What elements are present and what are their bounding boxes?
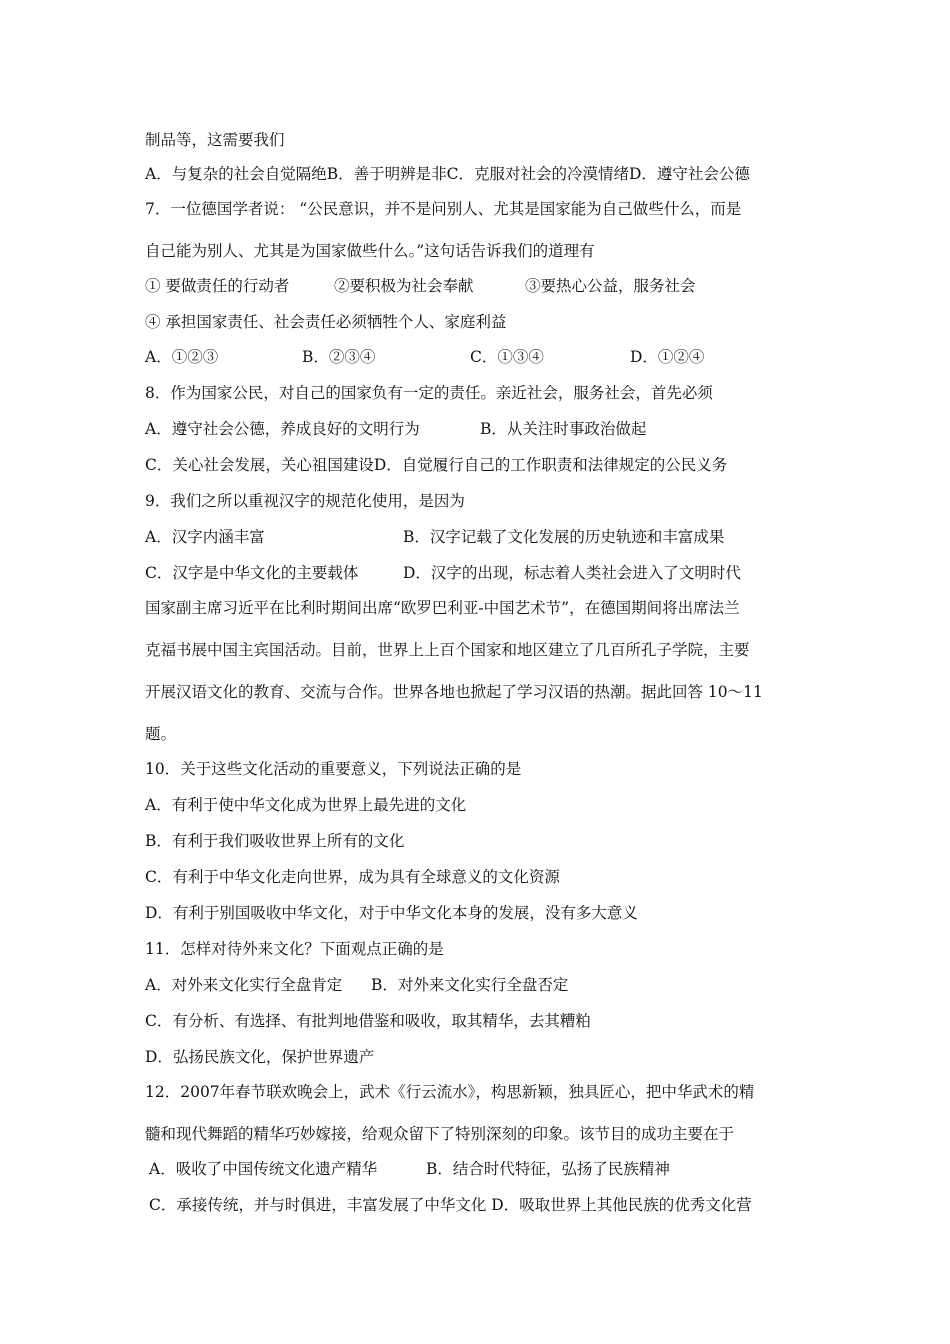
text-segment: D．汉字的出现，标志着人类社会进入了文明时代 <box>403 564 741 582</box>
text-segment: A．遵守社会公德，养成良好的文明行为 <box>145 420 420 438</box>
text-segment: A．有利于使中华文化成为世界上最先进的文化 <box>145 796 467 814</box>
text-line <box>149 1159 670 1179</box>
text-segment: 自己能为别人、尤其是为国家做些什么。”这句话告诉我们的道理有 <box>145 242 595 260</box>
text-segment: A．吸收了中国传统文化遗产精华 <box>149 1160 378 1178</box>
text-segment: D．有利于别国吸收中华文化，对于中华文化本身的发展，没有多大意义 <box>145 904 638 922</box>
text-line <box>145 759 521 779</box>
text-line <box>145 491 465 511</box>
text-line <box>145 347 704 367</box>
text-segment: 11．怎样对待外来文化？下面观点正确的是 <box>145 940 444 958</box>
text-line <box>145 312 506 332</box>
text-segment: A．对外来文化实行全盘肯定 <box>145 976 343 994</box>
text-line <box>145 419 646 439</box>
text-segment: ① 要做责任的行动者 <box>145 277 290 295</box>
text-line <box>145 939 444 959</box>
text-segment: ②要积极为社会奉献 <box>334 277 474 295</box>
text-segment: C．汉字是中华文化的主要载体 <box>145 564 359 582</box>
text-segment: 制品等，这需要我们 <box>145 131 285 149</box>
text-line <box>145 527 724 547</box>
text-line <box>145 563 741 583</box>
text-segment: 12．2007年春节联欢晚会上，武术《行云流水》，构思新颖，独具匠心，把中华武术的精 <box>145 1083 755 1101</box>
text-segment: C．有利于中华文化走向世界，成为具有全球意义的文化资源 <box>145 868 560 886</box>
text-line <box>145 199 741 219</box>
text-line <box>145 1011 591 1031</box>
text-segment: C．承接传统，并与时俱进，丰富发展了中华文化 D．吸取世界上其他民族的优秀文化营 <box>149 1196 752 1214</box>
text-line <box>145 455 727 475</box>
text-segment: A．①②③ <box>145 348 219 366</box>
text-line <box>145 903 638 923</box>
text-segment: ③要热心公益，服务社会 <box>525 277 696 295</box>
text-line <box>145 383 713 403</box>
text-segment: 题。 <box>145 725 177 743</box>
text-segment: B．对外来文化实行全盘否定 <box>371 976 569 994</box>
text-segment: B．汉字记载了文化发展的历史轨迹和丰富成果 <box>403 528 725 546</box>
text-segment: B．结合时代特征，弘扬了民族精神 <box>426 1160 670 1178</box>
text-segment: D．弘扬民族文化，保护世界遗产 <box>145 1048 375 1066</box>
text-line <box>145 164 750 184</box>
text-line <box>145 724 176 744</box>
text-segment: 开展汉语文化的教育、交流与合作。世界各地也掀起了学习汉语的热潮。据此回答 10～11 <box>145 683 763 701</box>
text-line <box>145 1047 374 1067</box>
text-segment: 克福书展中国主宾国活动。目前，世界上上百个国家和地区建立了几百所孔子学院，主要 <box>145 641 750 659</box>
text-line <box>145 975 568 995</box>
text-line <box>145 130 285 150</box>
text-segment: B．②③④ <box>302 348 376 366</box>
text-segment: ④ 承担国家责任、社会责任必须牺牲个人、家庭利益 <box>145 313 507 331</box>
text-segment: 国家副主席习近平在比利时期间出席“欧罗巴利亚-中国艺术节”，在德国期间将出席法兰 <box>145 599 740 617</box>
text-line <box>145 867 560 887</box>
text-segment: 髓和现代舞蹈的精华巧妙嫁接，给观众留下了特别深刻的印象。该节目的成功主要在于 <box>145 1125 735 1143</box>
text-segment: C．关心社会发展，关心祖国建设D．自觉履行自己的工作职责和法律规定的公民义务 <box>145 456 728 474</box>
text-segment: 8．作为国家公民，对自己的国家负有一定的责任。亲近社会，服务社会，首先必须 <box>145 384 713 402</box>
text-segment: A．汉字内涵丰富 <box>145 528 265 546</box>
text-line <box>145 241 595 261</box>
text-line <box>145 1082 754 1102</box>
text-segment: B．有利于我们吸收世界上所有的文化 <box>145 832 405 850</box>
text-line <box>145 640 750 660</box>
text-line <box>145 276 696 296</box>
text-line <box>145 795 466 815</box>
text-segment: A．与复杂的社会自觉隔绝B．善于明辨是非C．克服对社会的冷漠情绪D．遵守社会公德 <box>145 165 750 183</box>
text-segment: B．从关注时事政治做起 <box>480 420 647 438</box>
text-line <box>145 598 740 618</box>
text-segment: C．①③④ <box>470 348 544 366</box>
text-segment: C．有分析、有选择、有批判地借鉴和吸收，取其精华，去其糟粕 <box>145 1012 591 1030</box>
text-segment: 7．一位德国学者说： “公民意识，并不是问别人、尤其是国家能为自己做些什么，而是 <box>145 200 742 218</box>
text-line <box>145 831 404 851</box>
text-segment: 9．我们之所以重视汉字的规范化使用，是因为 <box>145 492 465 510</box>
text-line <box>145 1124 734 1144</box>
text-line <box>145 682 763 702</box>
text-segment: 10．关于这些文化活动的重要意义，下列说法正确的是 <box>145 760 522 778</box>
text-line <box>149 1195 752 1215</box>
text-segment: D．①②④ <box>630 348 705 366</box>
